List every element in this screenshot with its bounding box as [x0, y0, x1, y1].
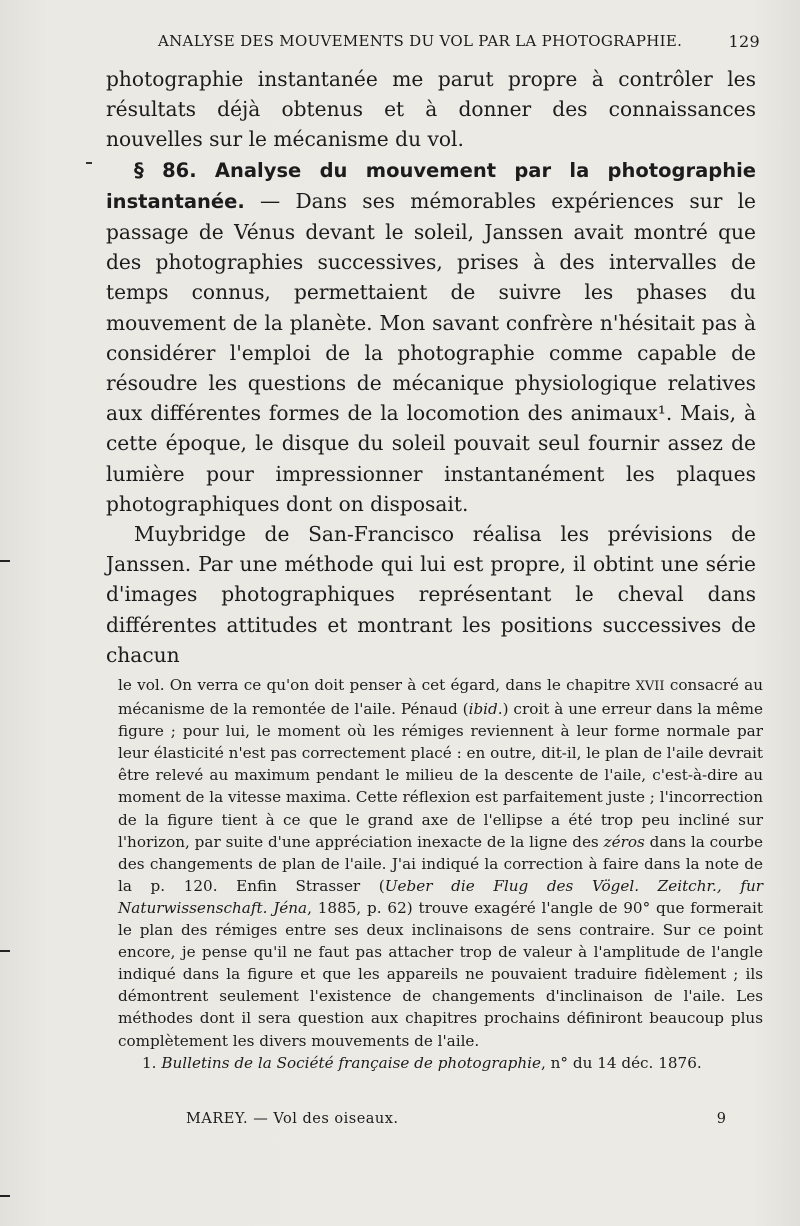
running-header [158, 28, 760, 52]
note-text: le vol. On verra ce qu'on doit penser à cet égard, dans le chapitre [118, 676, 636, 694]
note-citation: Ueber die Flug des Vögel. Zeitchr., fur Naturwissenschaft. Jéna [118, 876, 763, 917]
footnote-text: , n° du 14 déc. 1876. [541, 1053, 702, 1072]
footnotes [118, 674, 763, 1074]
note-text: dans la courbe des changements de plan de l'aile. J'ai indiqué la correction à faire dans la note de la p. 120. Enfin Strasser ( [118, 832, 764, 895]
paragraph-text: Muybridge de San-Francisco réalisa les prévisions de Janssen. Par une méthode qui lui est propre, il obtint une série d'images photographiques représentant le cheval dans différentes attitudes et montrant les positions successives de chacun [106, 522, 756, 667]
paragraph-text: photographie instantanée me parut propre à contrôler les résultats déjà obtenus et à donner des connaissances nouvelles sur le mécanisme du vol. [106, 67, 756, 152]
paragraph-text: — Dans ses mémorables expériences sur le passage de Vénus devant le soleil, Janssen avait montré que des photographies successives, prises à des intervalles de temps connus, permettaient de suivre les phases du mouvement de la planète. Mon savant confrère n'hésitait pas à considérer l'emploi de la photographie comme capable de résoudre les questions de mécanique physiologique relatives aux différentes formes de la locomotion des animaux¹. Mais, à cette époque, le disque du soleil pouvait seul fournir assez de lumière pour impressionner instantanément les plaques photographiques dont on disposait. [106, 188, 756, 516]
continued-note [118, 674, 763, 1052]
main-text [106, 64, 756, 670]
note-italic: ibid. [468, 700, 503, 719]
paragraph [106, 519, 756, 670]
footnote-1 [118, 1052, 763, 1074]
note-text: consacré au mécanisme de la remontée de l'aile. Pénaud ( [118, 676, 763, 719]
sheet-number: 9 [716, 1111, 726, 1127]
paragraph [106, 155, 756, 519]
running-title: ANALYSE DES MOUVEMENTS DU VOL PAR LA PHOTOGRAPHIE. [158, 32, 683, 50]
note-italic: zéros [603, 832, 645, 851]
paragraph [106, 64, 756, 155]
printer-signature [186, 1111, 726, 1131]
edge-mark [0, 560, 10, 562]
signature-author: MAREY. — Vol des oiseaux. [186, 1111, 399, 1127]
note-text: , 1885, p. 62) trouve exagéré l'angle de 90° que formerait le plan des rémiges entre ses deux inclinaisons de sens contraire. Sur ce point encore, je pense qu'il ne faut pas attacher trop de valeur à l'amplitude de l'angle indiqué dans la figure et que les appareils ne pouvaient traduire fidèlement ; ils démontrent seulement l'existence de changements d'inclinaison de l'aile. Les méthodes dont il sera question aux chapitres prochains définiront beaucoup plus complètement les divers mouvements de l'aile. [118, 898, 763, 1050]
edge-mark [0, 1195, 10, 1197]
note-chapter-ref: XVII [635, 679, 665, 694]
note-text: ) croit à une erreur dans la même figure ; pour lui, le moment où les rémiges reviennent à leur forme normale par leur élasticité n'est pas correctement placé : en outre, dit-il, le plan de l'aile devrait être relevé au maximum pendant le milieu de la descente de l'aile, c'est-à-dire au moment de la vitesse maxima. Cette réflexion est parfaitement juste ; l'incorrection de la figure tient à ce que le grand axe de l'ellipse a été trop peu incliné sur l'horizon, par suite d'une appréciation inexacte de la ligne des [118, 700, 763, 851]
edge-mark [0, 950, 10, 952]
footnote-title: Bulletins de la Société française de photographie [161, 1053, 541, 1072]
page-number: 129 [728, 32, 760, 51]
margin-mark [86, 162, 92, 164]
section-heading: § 86. Analyse du mouvement par la photographie instantanée. [106, 158, 756, 213]
footnote-number: 1. [142, 1053, 162, 1072]
